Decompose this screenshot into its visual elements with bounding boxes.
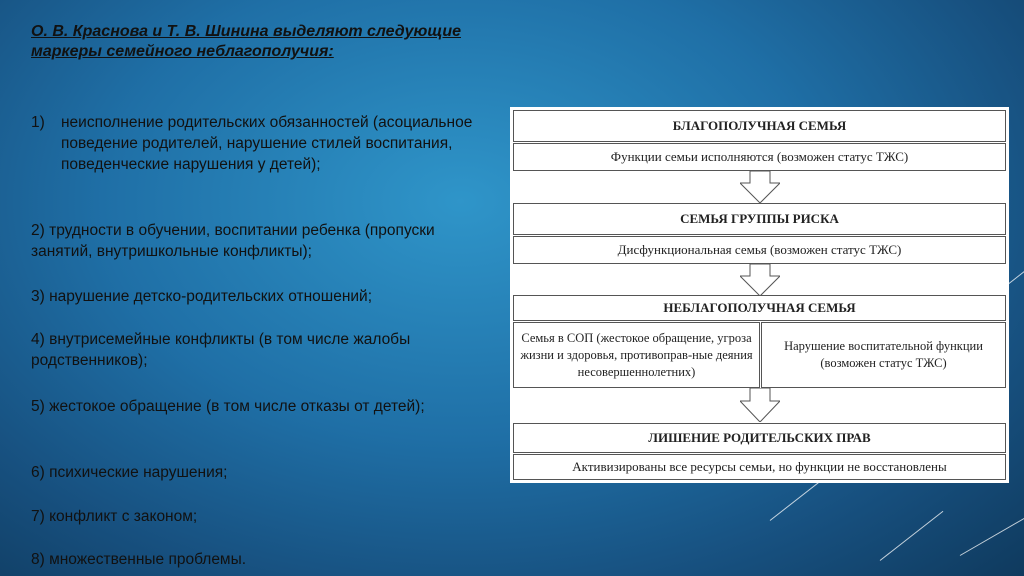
diagram-level3-title: НЕБЛАГОПОЛУЧНАЯ СЕМЬЯ [513,295,1006,321]
list-item-text: неисполнение родительских обязанностей (асоциальное поведение родителей, нарушение стилей воспитания, поведенческие нарушения у детей); [61,114,473,173]
family-status-diagram [510,107,1009,483]
diagram-level2-desc: Дисфункциональная семья (возможен статус ТЖС) [513,236,1006,264]
diagram-level4-title: ЛИШЕНИЕ РОДИТЕЛЬСКИХ ПРАВ [513,423,1006,453]
diagram-level2-title: СЕМЬЯ ГРУППЫ РИСКА [513,203,1006,235]
list-item-8: 8) множественные проблемы. [31,551,247,568]
list-item-3: 3) нарушение детско-родительских отношений; [31,288,373,305]
down-arrow-icon [740,264,780,296]
list-item-7: 7) конфликт с законом; [31,508,198,525]
decorative-line [880,511,944,561]
list-item-6: 6) психические нарушения; [31,464,228,481]
diagram-level3-right: Нарушение воспитательной функции (возможен статус ТЖС) [761,322,1006,388]
slide-heading: О. В. Краснова и Т. В. Шинина выделяют следующие маркеры семейного неблагополучия: [31,23,461,60]
down-arrow-icon [740,388,780,422]
down-arrow-icon [740,171,780,203]
list-item-number: 1) [31,114,45,131]
list-item-1 [31,112,501,196]
list-item-5: 5) жестокое обращение (в том числе отказы от детей); [31,398,425,415]
diagram-level1-desc: Функции семьи исполняются (возможен статус ТЖС) [513,143,1006,171]
diagram-level1-title: БЛАГОПОЛУЧНАЯ СЕМЬЯ [513,110,1006,142]
diagram-level3-left: Семья в СОП (жестокое обращение, угроза жизни и здоровья, противоправ-ные деяния несовершеннолетних) [513,322,760,388]
list-item-4: 4) внутрисемейные конфликты (в том числе жалобы родственников); [31,331,411,369]
diagram-level4-desc: Активизированы все ресурсы семьи, но функции не восстановлены [513,454,1006,480]
decorative-line [960,510,1024,556]
list-item-2: 2) трудности в обучении, воспитании ребенка (пропуски занятий, внутришкольные конфликты); [31,222,435,260]
